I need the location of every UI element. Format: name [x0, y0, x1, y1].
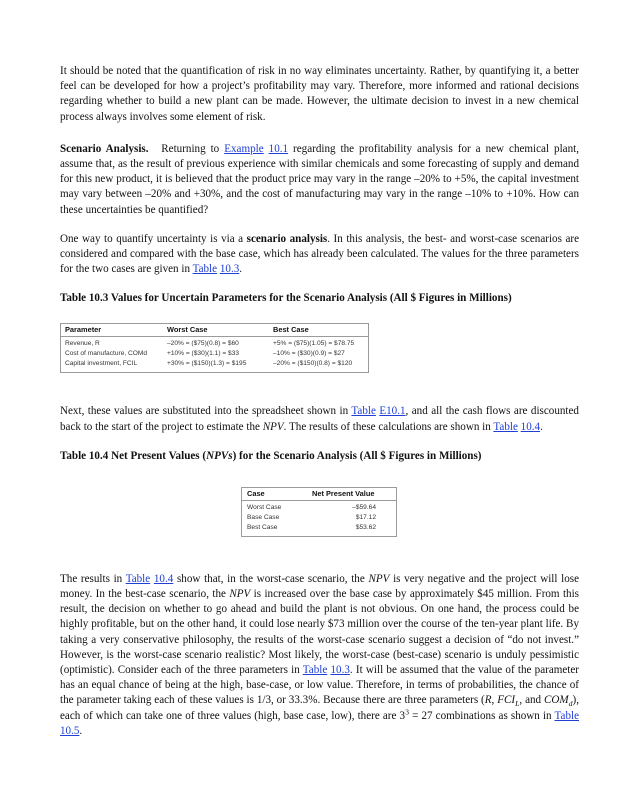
paragraph-quantify-uncertainty: One way to quantify uncertainty is via a scenario analysis. In this analysis, the best- and worst-case scenarios are considered and compared with the base case, which has already been calculated. The values for the three parameters for the two cases are given in Table 10.3.: [60, 232, 579, 276]
table-cell-worst: +10% = ($30)(1.1) = $33: [167, 350, 240, 358]
paragraph-scenario-analysis: Scenario Analysis. Returning to Example 10.1 regarding the profitability analysis for a new chemical plant, assume that, as the result of previous experience with similar chemicals and some forecasting of supply and demand for this new product, it is believed that the product price may vary in the range –20% to +5%, the capital investment may vary between –20% and +30%, and the cost of manufacturing may vary in the range –10% to +10%. How can these uncertainties be quantified?: [60, 142, 579, 216]
link-table-e10-1[interactable]: E10.1: [379, 405, 406, 418]
table-row: [61, 359, 368, 369]
term-scenario-analysis: scenario analysis: [246, 232, 328, 245]
table-cell-parameter: Cost of manufacture, COMd: [65, 350, 148, 358]
table-cell-parameter: Revenue, R: [65, 340, 100, 348]
table-10-4: [241, 487, 397, 537]
table-header-row: [242, 488, 396, 501]
table-row: [242, 503, 396, 513]
link-table-10-4[interactable]: 10.4: [520, 420, 541, 433]
link-example-10-1[interactable]: 10.1: [268, 142, 289, 155]
table-cell-case: Base Case: [247, 513, 280, 521]
table-cell-value: $17.12: [355, 513, 376, 521]
table-cell-value: –$59.64: [352, 503, 376, 511]
link-table-10-3[interactable]: 10.3: [330, 664, 350, 677]
link-table-10-3[interactable]: 10.3: [219, 263, 240, 276]
link-table[interactable]: Table: [351, 405, 376, 418]
table-cell-best: +5% = ($75)(1.05) = $78.75: [273, 340, 355, 348]
paragraph-results-discussion: The results in Table 10.4 show that, in the worst-case scenario, the NPV is very negative and the project will lose money. In the best-case scenario, the NPV is increased over the base case by approximately $45 million. From this result, the decision on whether to go ahead and build the plant is not obvious. On one hand, the process could be highly profitable, but on the other hand, it could lose nearly $73 million over the course of the ten-year plant life. By taking a very conservative philosophy, the results of the worst-case scenario suggest a decision of “do not invest.” However, is the worst-case scenario realistic? Most likely, the worst-case (best-case) scenario is unduly pessimistic (optimistic). Consider each of the three parameters in Table 10.3. It will be assumed that the value of the parameter has an equal chance of being at the high, base-case, or low value. Therefore, in terms of probabilities, the chance of the parameter taking each of these values is 1/3, or 33.3%. Because there are three parameters (R, $FCI_L$, and $COM_d$), each of which can take one of three values (high, base case, low), there are $3^3 = 27$ combinations as shown in Table 10.5.: [60, 572, 580, 737]
link-table[interactable]: Table: [493, 420, 518, 433]
paragraph-substituted-values: Next, these values are substituted into the spreadsheet shown in Table E10.1, and all the cash flows are discounted back to the start of the project to estimate the NPV. The results of these calculations are shown in Table 10.4.: [60, 405, 579, 433]
document-page: [60, 64, 579, 739]
link-table[interactable]: Table: [302, 664, 328, 677]
table-row: [61, 349, 368, 359]
table-cell-worst: –20% = ($75)(0.8) = $60: [167, 340, 239, 348]
table-10-3-caption: Table 10.3 Values for Uncertain Parameters for the Scenario Analysis (All $ Figures in Millions): [60, 292, 512, 305]
table-cell-case: Best Case: [247, 523, 278, 531]
paragraph-risk-note: It should be noted that the quantification of risk in no way eliminates uncertainty. Rather, by quantifying it, a better feel can be developed for how a project’s profitability may vary. Therefore, more informed and rational decisions regarding whether to build a new plant can be made. However, the ultimate decision to invest in a new chemical process always involves some element of risk.: [60, 65, 579, 123]
link-table[interactable]: Table: [125, 572, 151, 585]
link-table[interactable]: Table: [554, 709, 579, 722]
table-cell-parameter: Capital investment, FCIL: [65, 360, 138, 368]
column-header-worst-case: Worst Case: [167, 325, 208, 335]
table-row: [242, 523, 396, 533]
table-cell-best: –10% = ($30)(0.9) = $27: [273, 350, 345, 358]
column-header-parameter: Parameter: [65, 325, 102, 335]
table-row: [242, 513, 396, 523]
table-cell-case: Worst Case: [247, 503, 282, 511]
column-header-best-case: Best Case: [273, 325, 309, 335]
table-cell-value: $53.62: [355, 523, 376, 531]
link-example[interactable]: Example: [224, 142, 264, 155]
link-table-10-5[interactable]: 10.5: [60, 724, 80, 737]
scenario-analysis-heading: Scenario Analysis.: [60, 142, 149, 155]
table-10-3: [60, 323, 369, 373]
table-cell-best: –20% = ($150)(0.8) = $120: [273, 360, 353, 368]
table-cell-worst: +30% = ($150)(1.3) = $195: [167, 360, 247, 368]
column-header-npv: Net Present Value: [312, 488, 375, 498]
column-header-case: Case: [247, 488, 265, 498]
table-row: [61, 339, 368, 349]
table-10-4-caption: Table 10.4 Net Present Values (NPVs) for the Scenario Analysis (All $ Figures in Millions): [60, 449, 482, 462]
link-table[interactable]: Table: [192, 263, 218, 276]
table-header-row: [61, 324, 368, 337]
link-table-10-4[interactable]: 10.4: [153, 572, 174, 585]
